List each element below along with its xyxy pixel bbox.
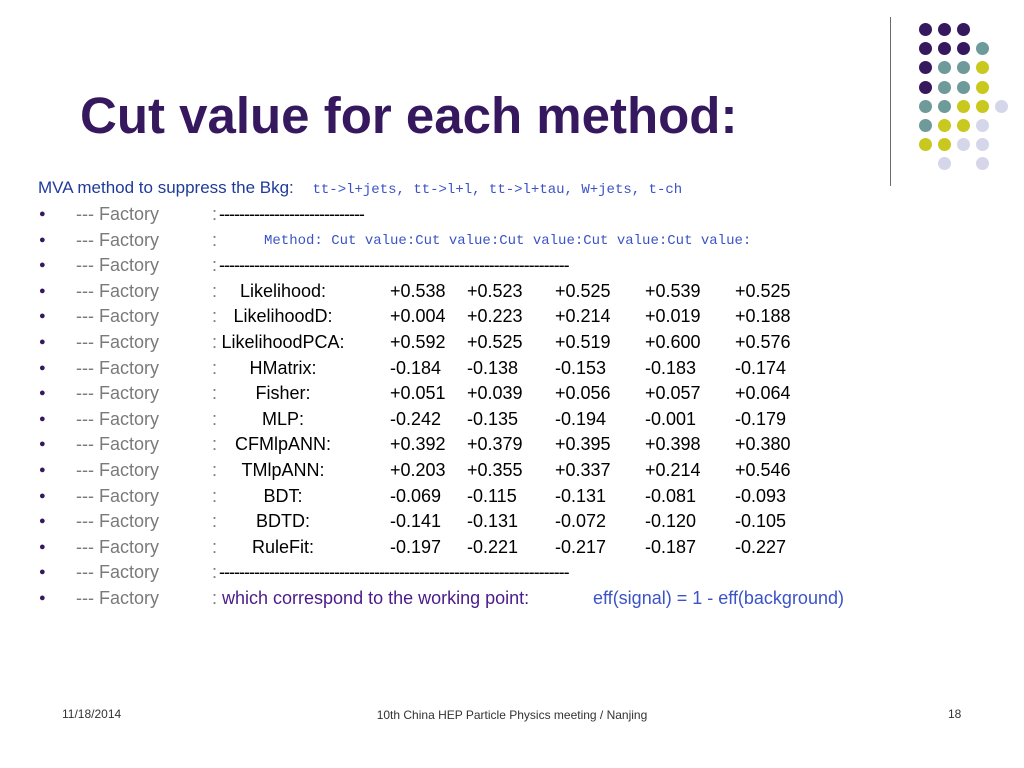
method-name: MLP:	[261, 408, 304, 429]
bullet-icon: ●	[39, 412, 46, 425]
decorative-dot	[938, 81, 951, 94]
cut-value: +0.051	[390, 383, 446, 404]
method-name: LikelihoodD:	[233, 306, 333, 327]
colon-separator: :	[212, 408, 218, 429]
factory-label: --- Factory	[76, 511, 159, 532]
cut-value: -0.001	[645, 408, 697, 429]
decorative-dot	[976, 119, 989, 132]
decorative-dot	[938, 23, 951, 36]
colon-separator: :	[212, 434, 218, 455]
method-name: HMatrix:	[249, 357, 317, 378]
decorative-dot	[957, 42, 970, 55]
cut-value: -0.221	[467, 536, 519, 557]
decorative-dot	[919, 42, 932, 55]
bullet-icon: ●	[39, 233, 46, 246]
method-name: RuleFit:	[251, 536, 314, 557]
list-item	[0, 562, 1024, 587]
separator-line: ----------------------------------------------------------------------	[219, 255, 569, 276]
footer-date: 11/18/2014	[62, 707, 122, 721]
cut-value: +0.056	[555, 383, 611, 404]
cut-value: +0.379	[467, 434, 523, 455]
method-name: Likelihood:	[239, 280, 327, 301]
cut-value: +0.600	[645, 332, 701, 352]
factory-label: --- Factory	[76, 357, 159, 378]
bullet-icon: ●	[39, 336, 46, 348]
cut-value: +0.223	[467, 306, 523, 327]
colon-separator: :	[212, 280, 218, 301]
decorative-dot	[957, 23, 970, 36]
cut-value: -0.184	[390, 357, 442, 378]
decorative-dot	[919, 138, 932, 151]
cut-value: +0.355	[467, 460, 523, 480]
colon-separator: :	[212, 306, 218, 327]
cut-value: +0.525	[467, 332, 523, 352]
method-name: BDTD:	[256, 511, 310, 532]
cut-value: -0.072	[555, 511, 607, 532]
bullet-icon: ●	[39, 464, 46, 476]
colon-separator: :	[212, 229, 218, 250]
cut-value: +0.057	[645, 383, 701, 404]
factory-label: --- Factory	[76, 408, 159, 429]
factory-label: --- Factory	[76, 280, 159, 301]
cut-value: +0.214	[645, 460, 701, 480]
channel-list: tt->l+jets, tt->l+l, tt->l+tau, W+jets, t-ch	[312, 182, 683, 198]
cut-value: -0.115	[467, 485, 517, 506]
cut-value: +0.392	[390, 434, 446, 455]
decorative-dot	[938, 100, 951, 113]
decorative-dot	[938, 138, 951, 151]
list-item	[0, 255, 1024, 280]
cut-value: +0.337	[555, 460, 611, 480]
decorative-dot	[976, 100, 989, 113]
bullet-icon: ●	[39, 387, 46, 400]
cut-value: -0.138	[467, 357, 519, 378]
decorative-dot	[919, 100, 932, 113]
decorative-dot	[976, 138, 989, 151]
cut-value: -0.227	[735, 536, 787, 557]
cut-value: +0.546	[735, 460, 791, 480]
decorative-vertical-line	[890, 17, 891, 186]
cut-value: +0.525	[555, 280, 611, 301]
decorative-dot	[938, 157, 951, 170]
method-row	[0, 434, 1024, 459]
cut-value: +0.538	[390, 280, 446, 301]
factory-label: --- Factory	[76, 332, 159, 352]
cut-value: -0.187	[645, 536, 697, 557]
decorative-dot	[976, 61, 989, 74]
footer-page-number: 18	[948, 707, 962, 721]
method-row	[0, 460, 1024, 485]
decorative-dot	[957, 138, 970, 151]
bullet-icon: ●	[39, 208, 46, 220]
method-header-line: Method: Cut value:Cut value:Cut value:Cut value:Cut value:	[264, 232, 752, 249]
working-point-text: which correspond to the working point:	[222, 588, 530, 608]
cut-value: +0.004	[390, 306, 446, 327]
method-row	[0, 511, 1024, 536]
cut-value: +0.395	[555, 434, 611, 455]
cut-value: -0.120	[645, 511, 697, 532]
factory-label: --- Factory	[76, 588, 159, 608]
cut-value: -0.069	[390, 485, 442, 506]
decorative-dot	[957, 61, 970, 74]
decorative-dot	[938, 119, 951, 132]
cut-value: -0.081	[645, 485, 697, 506]
list-item	[0, 230, 1024, 255]
decorative-dot	[957, 100, 970, 113]
cut-value: -0.105	[735, 511, 787, 532]
method-name: TMlpANN:	[241, 460, 325, 480]
decorative-dot	[938, 42, 951, 55]
cut-value: -0.131	[555, 485, 607, 506]
colon-separator: :	[212, 511, 218, 532]
factory-label: --- Factory	[76, 485, 159, 506]
list-item	[0, 204, 1024, 229]
decorative-dot	[995, 100, 1008, 113]
cut-value: -0.194	[555, 408, 607, 429]
cut-value: +0.039	[467, 383, 523, 404]
cut-value: +0.214	[555, 306, 611, 327]
bullet-icon: ●	[39, 489, 46, 502]
bullet-icon: ●	[39, 540, 46, 553]
factory-label: --- Factory	[76, 229, 159, 250]
cut-value: +0.380	[735, 434, 791, 455]
decorative-dot	[976, 81, 989, 94]
cut-value: +0.576	[735, 332, 791, 352]
cut-value: -0.197	[390, 536, 442, 557]
colon-separator: :	[212, 460, 218, 480]
method-name: Fisher:	[255, 383, 311, 404]
cut-value: -0.153	[555, 357, 607, 378]
colon-separator: :	[212, 562, 218, 583]
bullet-icon: ●	[39, 438, 46, 451]
bullet-icon: ●	[39, 361, 46, 374]
cut-value: -0.183	[645, 357, 697, 378]
colon-separator: :	[212, 255, 218, 276]
colon-separator: :	[212, 588, 218, 608]
bullet-icon: ●	[39, 592, 46, 604]
cut-value: -0.174	[735, 357, 787, 378]
factory-label: --- Factory	[76, 255, 159, 276]
working-point-formula: eff(signal) = 1 - eff(background)	[593, 588, 844, 608]
decorative-dot	[919, 23, 932, 36]
decorative-dot	[957, 81, 970, 94]
cut-value: -0.179	[735, 408, 787, 429]
list-item	[0, 588, 1024, 613]
cut-value: +0.525	[735, 280, 791, 301]
method-name: BDT:	[263, 485, 303, 506]
method-row	[0, 332, 1024, 357]
cut-value: +0.203	[390, 460, 446, 480]
method-row	[0, 358, 1024, 383]
method-row	[0, 383, 1024, 408]
decorative-dot	[919, 119, 932, 132]
factory-label: --- Factory	[76, 306, 159, 327]
colon-separator: :	[212, 332, 218, 352]
colon-separator: :	[212, 204, 218, 224]
colon-separator: :	[212, 536, 218, 557]
bullet-icon: ●	[39, 566, 46, 579]
bullet-icon: ●	[39, 284, 46, 297]
decorative-dot	[976, 157, 989, 170]
decorative-dot	[957, 119, 970, 132]
decorative-dot	[976, 42, 989, 55]
footer-meeting: 10th China HEP Particle Physics meeting / Nanjing	[376, 708, 648, 722]
cut-value: +0.592	[390, 332, 446, 352]
cut-value: +0.019	[645, 306, 701, 327]
decorative-dot	[919, 81, 932, 94]
subheading-label: MVA method to suppress the Bkg:	[38, 178, 294, 197]
method-row	[0, 486, 1024, 511]
factory-label: --- Factory	[76, 434, 159, 455]
factory-label: --- Factory	[76, 204, 159, 224]
colon-separator: :	[212, 357, 218, 378]
cut-value: +0.519	[555, 332, 611, 352]
factory-label: --- Factory	[76, 536, 159, 557]
colon-separator: :	[212, 383, 218, 404]
method-row	[0, 537, 1024, 562]
cut-value: -0.135	[467, 408, 519, 429]
cut-value: +0.188	[735, 306, 791, 327]
separator-line: ----------------------------------------------------------------------	[219, 562, 569, 583]
bullet-icon: ●	[39, 259, 46, 272]
colon-separator: :	[212, 485, 218, 506]
factory-label: --- Factory	[76, 383, 159, 404]
method-row	[0, 409, 1024, 434]
method-row	[0, 306, 1024, 331]
cut-value: -0.217	[555, 536, 607, 557]
cut-value: +0.539	[645, 280, 701, 301]
cut-value: +0.523	[467, 280, 523, 301]
cut-value: -0.093	[735, 485, 787, 506]
separator-line: -----------------------------	[219, 204, 364, 224]
method-name: CFMlpANN:	[234, 434, 331, 455]
cut-value: +0.064	[735, 383, 791, 404]
bullet-icon: ●	[39, 310, 46, 323]
cut-value: -0.141	[390, 511, 442, 532]
method-name: LikelihoodPCA:	[221, 332, 345, 352]
method-row	[0, 281, 1024, 306]
mva-subheading	[38, 178, 682, 198]
decorative-dot	[938, 61, 951, 74]
cut-value: -0.242	[390, 408, 442, 429]
cut-value: -0.131	[467, 511, 519, 532]
cut-value: +0.398	[645, 434, 701, 455]
factory-label: --- Factory	[76, 562, 159, 583]
decorative-dot	[919, 61, 932, 74]
factory-label: --- Factory	[76, 460, 159, 480]
bullet-icon: ●	[39, 515, 46, 528]
slide-title: Cut value for each method:	[80, 87, 738, 144]
